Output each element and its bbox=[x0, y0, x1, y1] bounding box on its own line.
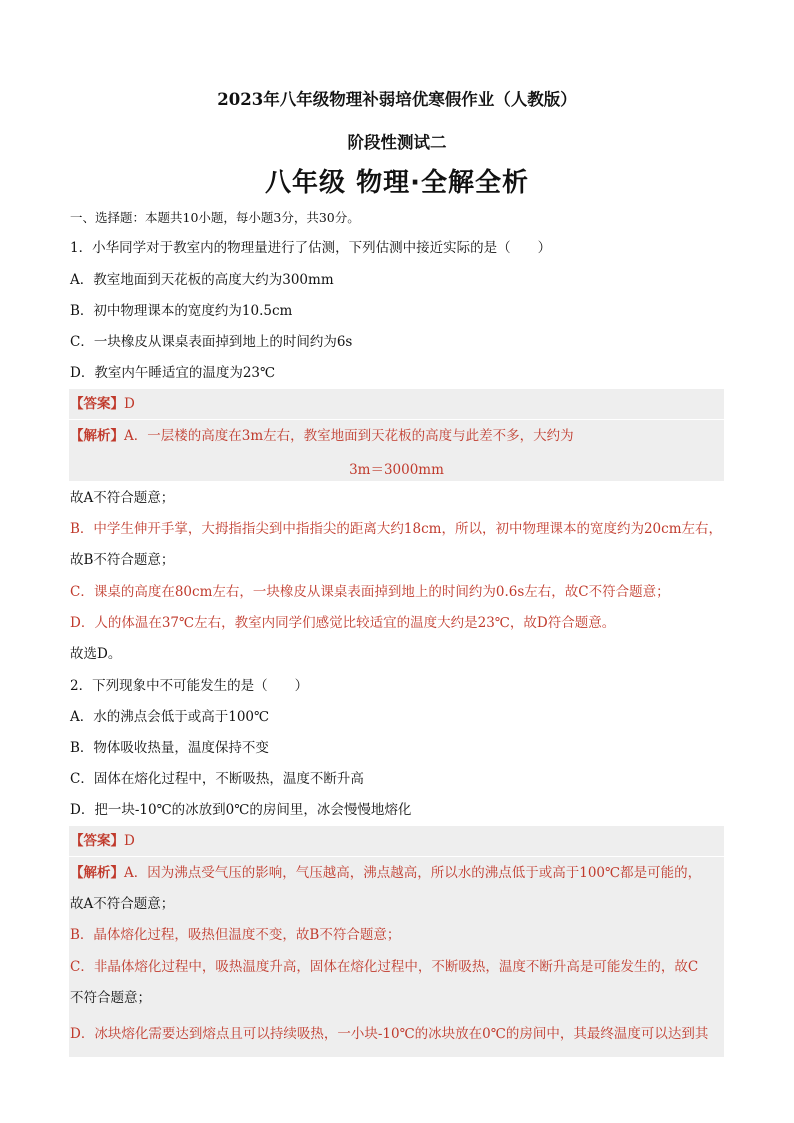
question-1-formula: 3m＝3000mm bbox=[349, 462, 444, 478]
section-heading: 一、选择题：本题共10小题，每小题3分，共30分。 bbox=[70, 210, 360, 225]
question-1-option-c: C．一块橡皮从课桌表面掉到地上的时间约为6s bbox=[70, 334, 353, 350]
question-1-answer-box bbox=[69, 389, 724, 419]
question-2-analysis-c-line1: C．非晶体熔化过程中，吸热温度升高，固体在熔化过程中，不断吸热，温度不断升高是可能发生的，故C bbox=[70, 959, 699, 975]
analysis-text: A．因为沸点受气压的影响，气压越高，沸点越高，所以水的沸点低于或高于100℃都是可能的， bbox=[124, 865, 702, 881]
question-2-analysis-a-line1 bbox=[70, 864, 701, 882]
question-1-option-d: D．教室内午睡适宜的温度为23℃ bbox=[70, 365, 276, 381]
question-2-option-a: A．水的沸点会低于或高于100℃ bbox=[70, 709, 270, 725]
question-1-conclusion-a: 故A不符合题意； bbox=[70, 490, 175, 506]
question-2-option-d: D．把一块-10℃的冰放到0℃的房间里，冰会慢慢地熔化 bbox=[70, 802, 412, 818]
question-1-final: 故选D。 bbox=[70, 646, 122, 662]
question-2-analysis-d: D．冰块熔化需要达到熔点且可以持续吸热，一小块-10℃的冰块放在0℃的房间中，其最终温度可以达到其 bbox=[70, 1026, 709, 1042]
question-1-stem: 1．小华同学对于教室内的物理量进行了估测，下列估测中接近实际的是（ ） bbox=[70, 240, 552, 256]
analysis-tag: 【解析】 bbox=[70, 865, 124, 881]
question-1-analysis-c: C．课桌的高度在80cm左右，一块橡皮从课桌表面掉到地上的时间约为0.6s左右，故C不符合题意； bbox=[70, 584, 670, 600]
question-2-stem: 2．下列现象中不可能发生的是（ ） bbox=[70, 678, 309, 694]
question-2-analysis-b: B．晶体熔化过程，吸热但温度不变，故B不符合题意； bbox=[70, 927, 401, 943]
question-2-answer-box bbox=[69, 826, 724, 856]
answer-value: D bbox=[124, 833, 135, 849]
question-1-analysis-a bbox=[70, 427, 574, 445]
question-2-answer bbox=[70, 832, 135, 850]
analysis-tag: 【解析】 bbox=[70, 428, 124, 444]
document-main-title: 八年级 物理·全解全析 bbox=[265, 168, 529, 198]
question-1-option-a: A．教室地面到天花板的高度大约为300mm bbox=[70, 272, 334, 288]
analysis-text: A．一层楼的高度在3m左右，教室地面到天花板的高度与此差不多，大约为 bbox=[124, 428, 574, 444]
question-1-answer bbox=[70, 395, 135, 413]
question-2-analysis-a-line2: 故A不符合题意； bbox=[70, 896, 175, 912]
answer-value: D bbox=[124, 396, 135, 412]
question-2-option-b: B．物体吸收热量，温度保持不变 bbox=[70, 740, 269, 756]
document-title: 2023年八年级物理补弱培优寒假作业（人教版） bbox=[217, 90, 577, 109]
question-2-option-c: C．固体在熔化过程中，不断吸热，温度不断升高 bbox=[70, 771, 364, 787]
question-1-analysis-b-line2: 故B不符合题意； bbox=[70, 552, 175, 568]
document-subtitle: 阶段性测试二 bbox=[347, 133, 447, 152]
question-1-option-b: B．初中物理课本的宽度约为10.5cm bbox=[70, 303, 293, 319]
question-2-analysis-c-line2: 不符合题意； bbox=[70, 990, 151, 1006]
answer-tag: 【答案】 bbox=[70, 396, 124, 412]
question-1-analysis-b-line1: B．中学生伸开手掌，大拇指指尖到中指指尖的距离大约18cm，所以，初中物理课本的宽度约为20cm左右， bbox=[70, 521, 722, 537]
question-1-analysis-d: D．人的体温在37℃左右，教室内同学们感觉比较适宜的温度大约是23℃，故D符合题意。 bbox=[70, 615, 616, 631]
answer-tag: 【答案】 bbox=[70, 833, 124, 849]
